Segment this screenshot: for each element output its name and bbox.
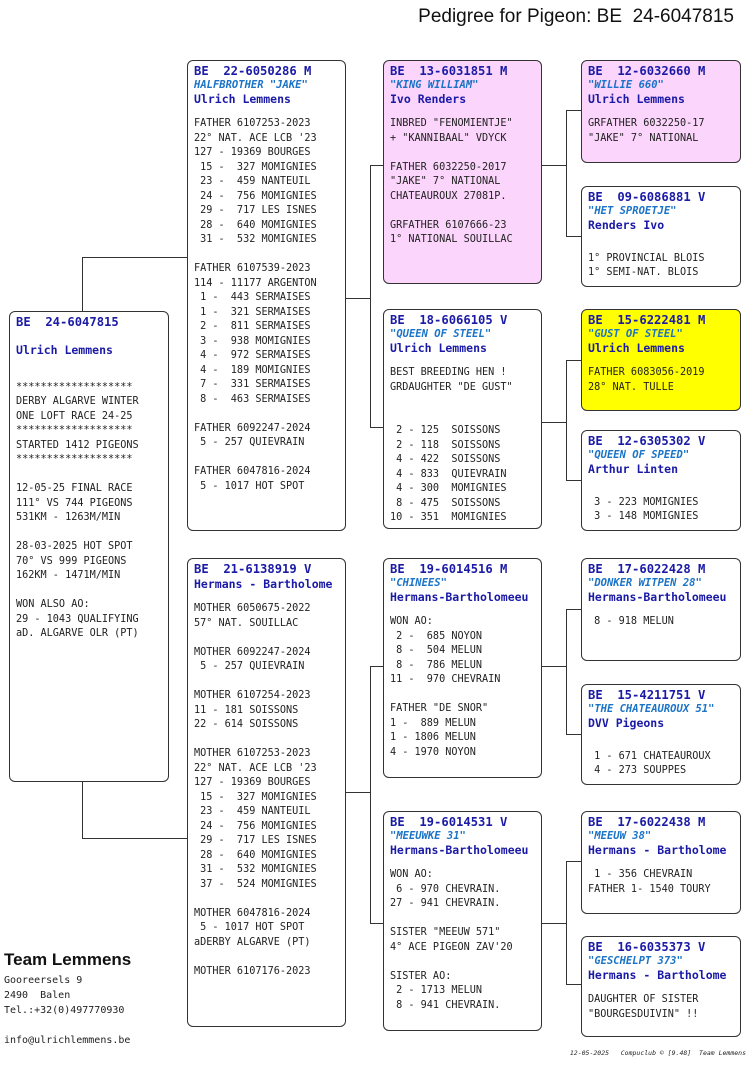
- great-grandparent-card: [581, 309, 741, 411]
- note-line: 11 - 970 CHEVRAIN: [390, 674, 501, 685]
- connector-line: [566, 734, 581, 735]
- note-line: 28-03-2025 HOT SPOT: [16, 541, 133, 552]
- note-line: 5 - 257 QUIEVRAIN: [194, 661, 305, 672]
- note-line: [588, 735, 734, 750]
- note-line: DERBY ALGARVE WINTER: [16, 396, 139, 407]
- note-line: FATHER 6083056-2019: [588, 367, 705, 378]
- note-line: 1 - 321 SERMAISES: [194, 306, 311, 318]
- note-line: 28 - 640 MOMIGNIES: [194, 849, 317, 861]
- note-line: 29 - 1043 QUALIFYING: [16, 613, 139, 625]
- great-grandparent-card: [581, 936, 741, 1037]
- note-line: 11 - 181 SOISSONS: [194, 704, 299, 716]
- note-line: 4 - 189 MOMIGNIES: [194, 364, 311, 376]
- note-line: 1 - 356 CHEVRAIN: [588, 869, 693, 880]
- note-line: CHATEAUROUX 27081P.: [390, 190, 507, 202]
- great-grandparent-card: [581, 430, 741, 531]
- card-notes: [588, 868, 734, 897]
- note-line: 4 - 972 SERMAISES: [194, 350, 311, 361]
- connector-line: [370, 165, 383, 166]
- note-line: 3 - 938 MOMIGNIES: [194, 335, 311, 347]
- note-line: 27 - 941 CHEVRAIN.: [390, 898, 501, 909]
- note-line: 2 - 118 SOISSONS: [390, 439, 501, 451]
- note-line: 162KM - 1471M/MIN: [16, 570, 121, 581]
- pigeon-nickname: "CHINEES": [390, 577, 447, 589]
- note-line: 22 - 614 SOISSONS: [194, 719, 299, 730]
- note-line: FATHER 6107253-2023: [194, 118, 311, 129]
- note-line: FATHER 6107539-2023: [194, 263, 311, 274]
- note-line: [194, 248, 339, 263]
- note-line: MOTHER 6050675-2022: [194, 603, 311, 614]
- owner-name: Hermans - Bartholome: [194, 577, 333, 591]
- note-line: 57° NAT. SOUILLAC: [194, 617, 299, 629]
- ring-number: BE 18-6066105 V: [390, 313, 508, 327]
- card-notes: [390, 117, 535, 248]
- note-line: 5 - 1017 HOT SPOT: [194, 480, 305, 492]
- address-city: 2490 Balen: [4, 990, 71, 1001]
- great-grandparent-card: [581, 558, 741, 661]
- card-notes: [390, 366, 535, 526]
- note-line: [390, 204, 535, 219]
- note-line: MOTHER 6107253-2023: [194, 748, 311, 759]
- note-line: MOTHER 6047816-2024: [194, 907, 311, 919]
- note-line: "BOURGESDUIVIN" !!: [588, 1008, 699, 1020]
- card-notes: [588, 117, 734, 146]
- note-line: 70° VS 999 PIGEONS: [16, 555, 127, 567]
- note-line: 4 - 422 SOISSONS: [390, 454, 501, 465]
- note-line: 1 - 1806 MELUN: [390, 732, 476, 743]
- connector-line: [541, 666, 566, 667]
- note-line: [390, 955, 535, 970]
- connector-line: [82, 782, 83, 838]
- note-line: *******************: [16, 381, 133, 393]
- grandparent-card: [383, 558, 542, 778]
- note-line: 2 - 685 NOYON: [390, 630, 483, 642]
- note-line: 6 - 970 CHEVRAIN.: [390, 883, 501, 895]
- note-line: 1 - 443 SERMAISES: [194, 292, 311, 303]
- connector-line: [566, 609, 581, 610]
- card-notes: [588, 366, 734, 395]
- card-notes: [390, 615, 535, 760]
- owner-name: Hermans-Bartholomeeu: [390, 843, 529, 857]
- note-line: 4 - 300 MOMIGNIES: [390, 483, 507, 494]
- note-line: 29 - 717 LES ISNES: [194, 205, 317, 216]
- connector-line: [370, 666, 383, 667]
- note-line: 3 - 148 MOMIGNIES: [588, 511, 699, 522]
- connector-line: [566, 480, 581, 481]
- ring-number: BE 12-6305302 V: [588, 434, 706, 448]
- connector-line: [82, 257, 83, 311]
- pigeon-nickname: "MEEUW 38": [588, 830, 652, 842]
- note-line: 8 - 463 SERMAISES: [194, 393, 311, 405]
- note-line: WON AO:: [390, 869, 433, 880]
- connector-line: [345, 298, 370, 299]
- note-line: STARTED 1412 PIGEONS: [16, 439, 139, 451]
- note-line: 22° NAT. ACE LCB '23: [194, 132, 317, 144]
- connector-line: [566, 861, 581, 862]
- note-line: ONE LOFT RACE 24-25: [16, 410, 133, 422]
- note-line: 4 - 833 QUIEVRAIN: [390, 468, 507, 480]
- note-line: 3 - 223 MOMIGNIES: [588, 496, 699, 508]
- pigeon-nickname: "QUEEN OF SPEED": [588, 449, 690, 461]
- note-line: 1° PROVINCIAL BLOIS: [588, 252, 705, 264]
- note-line: MOTHER 6092247-2024: [194, 646, 311, 658]
- note-line: 12-05-25 FINAL RACE: [16, 483, 133, 494]
- connector-line: [566, 110, 567, 237]
- software-credits: 12-05-2025 Compuclub © [9.48] Team Lemmens: [569, 1049, 746, 1057]
- note-line: INBRED "FENOMIENTJE": [390, 118, 513, 129]
- note-line: 531KM - 1263M/MIN: [16, 512, 121, 523]
- note-line: 8 - 918 MELUN: [588, 616, 674, 627]
- note-line: [16, 468, 162, 483]
- note-line: 15 - 327 MOMIGNIES: [194, 791, 317, 803]
- note-line: WON ALSO AO:: [16, 599, 90, 610]
- note-line: [194, 733, 339, 748]
- connector-line: [370, 427, 383, 428]
- connector-line: [566, 861, 567, 985]
- note-line: [16, 584, 162, 599]
- note-line: 28° NAT. TULLE: [588, 381, 674, 393]
- note-line: *******************: [16, 454, 133, 465]
- note-line: [588, 237, 734, 252]
- pigeon-nickname: "DONKER WITPEN 28": [588, 577, 702, 589]
- great-grandparent-card: [581, 186, 741, 287]
- note-line: 24 - 756 MOMIGNIES: [194, 820, 317, 832]
- ring-number: BE 22-6050286 M: [194, 64, 312, 78]
- note-line: *******************: [16, 425, 133, 436]
- owner-name: Hermans-Bartholomeeu: [390, 590, 529, 604]
- note-line: GRFATHER 6032250-17: [588, 118, 705, 129]
- note-line: 1° NATIONAL SOUILLAC: [390, 234, 513, 245]
- note-line: MOTHER 6107176-2023: [194, 965, 311, 977]
- ring-number: BE 24-6047815: [16, 315, 119, 329]
- address-street: Gooreersels 9: [4, 975, 83, 986]
- dam-card: [187, 558, 346, 1027]
- note-line: aDERBY ALGARVE (PT): [194, 936, 311, 948]
- note-line: 111° VS 744 PIGEONS: [16, 497, 133, 509]
- note-line: [390, 395, 535, 410]
- ring-number: BE 12-6032660 M: [588, 64, 706, 78]
- grandparent-card: [383, 60, 542, 284]
- connector-line: [566, 236, 581, 237]
- owner-name: Ulrich Lemmens: [390, 341, 487, 355]
- note-line: 5 - 257 QUIEVRAIN: [194, 437, 305, 448]
- ring-number: BE 21-6138919 V: [194, 562, 312, 576]
- note-line: 1 - 671 CHATEAUROUX: [588, 750, 711, 762]
- connector-line: [566, 609, 567, 735]
- owner-name: Ulrich Lemmens: [588, 341, 685, 355]
- connector-line: [370, 666, 371, 924]
- note-line: 4° ACE PIGEON ZAV'20: [390, 941, 513, 953]
- owner-name: Hermans - Bartholome: [588, 843, 727, 857]
- page-title: Pedigree for Pigeon: BE 24-6047815: [418, 6, 734, 27]
- note-line: [194, 892, 339, 907]
- ring-number: BE 19-6014516 M: [390, 562, 508, 576]
- note-line: [390, 912, 535, 927]
- note-line: [194, 631, 339, 646]
- ring-number: BE 16-6035373 V: [588, 940, 706, 954]
- ring-number: BE 13-6031851 M: [390, 64, 508, 78]
- note-line: [16, 366, 162, 381]
- note-line: SISTER AO:: [390, 970, 452, 982]
- note-line: [588, 481, 734, 496]
- owner-name: Ulrich Lemmens: [194, 92, 291, 106]
- note-line: [390, 410, 535, 425]
- note-line: GRFATHER 6107666-23: [390, 219, 507, 231]
- note-line: 10 - 351 MOMIGNIES: [390, 512, 507, 523]
- phone-number: Tel.:+32(0)497770930: [4, 1005, 125, 1016]
- note-line: 8 - 941 CHEVRAIN.: [390, 999, 501, 1011]
- connector-line: [541, 422, 566, 423]
- connector-line: [370, 923, 383, 924]
- note-line: 4 - 1970 NOYON: [390, 746, 476, 758]
- owner-name: Arthur Linten: [588, 462, 679, 476]
- note-line: [194, 675, 339, 690]
- note-line: 8 - 504 MELUN: [390, 645, 483, 656]
- note-line: 37 - 524 MOMIGNIES: [194, 878, 317, 890]
- note-line: GRDAUGHTER "DE GUST": [390, 381, 513, 393]
- note-line: "JAKE" 7° NATIONAL: [588, 132, 699, 144]
- connector-line: [566, 360, 567, 481]
- great-grandparent-card: [581, 60, 741, 163]
- note-line: MOTHER 6107254-2023: [194, 690, 311, 701]
- sire-card: [187, 60, 346, 531]
- subject-pigeon-card: [9, 311, 169, 782]
- grandparent-card: [383, 309, 542, 529]
- note-line: [390, 688, 535, 703]
- note-line: FATHER "DE SNOR": [390, 703, 489, 714]
- ring-number: BE 17-6022428 M: [588, 562, 706, 576]
- card-notes: [194, 602, 339, 979]
- note-line: 28 - 640 MOMIGNIES: [194, 219, 317, 231]
- card-notes: [588, 237, 734, 281]
- note-line: [390, 146, 535, 161]
- card-notes: [390, 868, 535, 1013]
- note-line: "JAKE" 7° NATIONAL: [390, 176, 501, 187]
- note-line: 5 - 1017 HOT SPOT: [194, 922, 305, 933]
- note-line: 127 - 19369 BOURGES: [194, 777, 311, 788]
- note-line: [194, 451, 339, 466]
- note-line: 1° SEMI-NAT. BLOIS: [588, 267, 699, 278]
- note-line: 31 - 532 MOMIGNIES: [194, 234, 317, 245]
- card-notes: [588, 735, 734, 779]
- connector-line: [566, 360, 581, 361]
- card-notes: [194, 117, 339, 494]
- note-line: FATHER 1- 1540 TOURY: [588, 883, 711, 895]
- connector-line: [541, 165, 566, 166]
- pigeon-nickname: "GUST OF STEEL": [588, 328, 683, 340]
- ring-number: BE 15-4211751 V: [588, 688, 706, 702]
- note-line: 1 - 889 MELUN: [390, 717, 476, 729]
- note-line: 7 - 331 SERMAISES: [194, 379, 311, 390]
- pigeon-nickname: "THE CHATEAUROUX 51": [588, 703, 715, 715]
- team-name: Team Lemmens: [4, 950, 132, 969]
- note-line: FATHER 6047816-2024: [194, 466, 311, 477]
- card-notes: [16, 366, 162, 642]
- connector-line: [82, 838, 187, 839]
- connector-line: [566, 984, 581, 985]
- owner-name: Ulrich Lemmens: [16, 343, 113, 357]
- pigeon-nickname: "WILLIE 660": [588, 79, 664, 91]
- note-line: 127 - 19369 BOURGES: [194, 147, 311, 158]
- pigeon-nickname: HALFBROTHER "JAKE": [194, 79, 308, 91]
- note-line: [194, 950, 339, 965]
- note-line: [194, 407, 339, 422]
- note-line: 23 - 459 NANTEUIL: [194, 176, 311, 187]
- ring-number: BE 09-6086881 V: [588, 190, 706, 204]
- owner-name: Ulrich Lemmens: [588, 92, 685, 106]
- ring-number: BE 17-6022438 M: [588, 815, 706, 829]
- note-line: 15 - 327 MOMIGNIES: [194, 161, 317, 173]
- note-line: WON AO:: [390, 616, 433, 627]
- owner-name: Hermans - Bartholome: [588, 968, 727, 982]
- email-link[interactable]: info@ulrichlemmens.be: [4, 1035, 131, 1046]
- note-line: 31 - 532 MOMIGNIES: [194, 864, 317, 875]
- great-grandparent-card: [581, 811, 741, 914]
- card-notes: [588, 993, 734, 1022]
- owner-name: Ivo Renders: [390, 92, 467, 106]
- card-notes: [588, 615, 734, 630]
- note-line: 4 - 273 SOUPPES: [588, 765, 687, 776]
- note-line: 2 - 811 SERMAISES: [194, 321, 311, 332]
- ring-number: BE 19-6014531 V: [390, 815, 508, 829]
- connector-line: [82, 257, 187, 258]
- great-grandparent-card: [581, 684, 741, 785]
- note-line: 29 - 717 LES ISNES: [194, 835, 317, 846]
- note-line: 23 - 459 NANTEUIL: [194, 806, 311, 817]
- ring-number: BE 15-6222481 M: [588, 313, 706, 327]
- note-line: FATHER 6032250-2017: [390, 161, 507, 173]
- note-line: 24 - 756 MOMIGNIES: [194, 190, 317, 202]
- connector-line: [345, 792, 370, 793]
- card-notes: [588, 481, 734, 525]
- note-line: [16, 526, 162, 541]
- pigeon-nickname: "HET SPROETJE": [588, 205, 677, 217]
- note-line: 22° NAT. ACE LCB '23: [194, 762, 317, 774]
- owner-name: Hermans-Bartholomeeu: [588, 590, 727, 604]
- owner-name: Renders Ivo: [588, 218, 665, 232]
- pigeon-nickname: "MEEUWKE 31": [390, 830, 466, 842]
- note-line: DAUGHTER OF SISTER: [588, 994, 699, 1005]
- note-line: 2 - 125 SOISSONS: [390, 425, 501, 436]
- note-line: 2 - 1713 MELUN: [390, 985, 483, 996]
- note-line: + "KANNIBAAL" VDYCK: [390, 132, 507, 144]
- pigeon-nickname: "GESCHELPT 373": [588, 955, 683, 967]
- note-line: FATHER 6092247-2024: [194, 422, 311, 434]
- connector-line: [370, 165, 371, 428]
- pigeon-nickname: "KING WILLIAM": [390, 79, 479, 91]
- pigeon-nickname: "QUEEN OF STEEL": [390, 328, 492, 340]
- note-line: 8 - 786 MELUN: [390, 659, 483, 671]
- note-line: 8 - 475 SOISSONS: [390, 497, 501, 509]
- note-line: 114 - 11177 ARGENTON: [194, 277, 317, 289]
- connector-line: [541, 923, 566, 924]
- note-line: BEST BREEDING HEN !: [390, 367, 507, 378]
- note-line: aD. ALGARVE OLR (PT): [16, 628, 139, 639]
- connector-line: [566, 110, 581, 111]
- note-line: SISTER "MEEUW 571": [390, 927, 501, 938]
- grandparent-card: [383, 811, 542, 1031]
- owner-name: DVV Pigeons: [588, 716, 665, 730]
